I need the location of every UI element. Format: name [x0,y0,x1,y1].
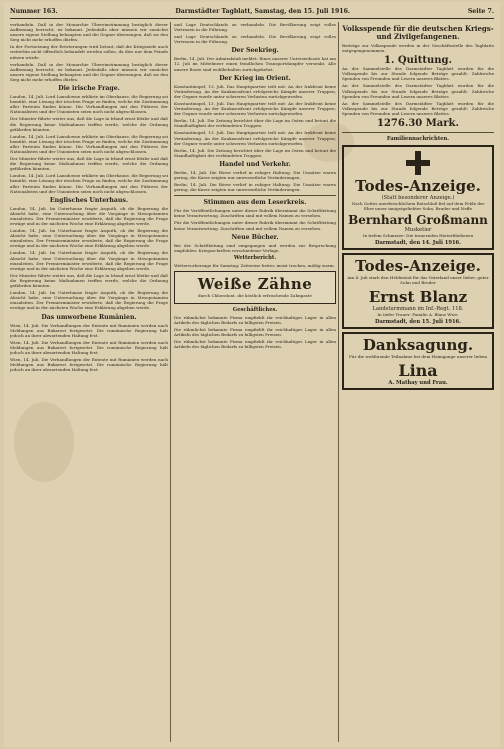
article-text: Beiträge zur Volksspende werden in der Geschäftsstelle des Tagblatts entgegengenommen. [342,43,494,54]
headline-receipt: 1. Quittung. [384,55,452,67]
article-text: London, 14. Juli. Lord Lansdowne erklärte im Oberhause, die Regierung sei bemüht, eine Lösung der irischen Frage zu finden, welche die Zustimmung aller Parteien finden könne. Die Verhandlungen mit den Führern der Nationalisten und der Unionisten seien noch nicht abgeschlossen. [10,94,168,115]
article-text: Für die Veröffentlichungen unter dieser Rubrik übernimmt die Schriftleitung keine Verantwortung. Zuschriften sind mit vollem Namen zu versehen. [174,208,336,219]
notice-text: In tiefer Trauer: Familie A. Blanz Wwe. [377,311,459,317]
page-header [10,4,494,19]
column-divider [338,22,339,742]
notice-title: Danksagung. [362,335,474,354]
article-text: Wien, 14. Juli. Die Verhandlungen der Entente mit Rumänien werden nach Meldungen aus Bukarest fortgesetzt. Die rumänische Regierung hält jedoch an ihrer abwartenden Haltung fest. [10,322,168,338]
deceased-rank: Musketier [404,227,432,234]
headline-irish-question: Die irische Frage. [58,85,120,93]
article-text: verhandeln. Daß in der Monarchie Übereinstimmung bezüglich dieser Auffassung herrscht, ist bekannt. Jedenfalls aber müssen wir zunächst unsere eigene Stellung behaupten und die Gegner überzeugen, daß sie den Sieg nicht mehr erhoffen dürfen. [10,22,168,43]
notice-signature: A. Mathay und Frau. [388,379,448,386]
notice-subtitle: (Statt besonderer Anzeige.) [381,195,455,202]
divider [174,195,336,196]
column-middle [174,22,336,744]
advertisement-white-teeth [174,271,336,304]
article-text: London, 14. Juli. Im Unterhause fragte Asquith, ob die Regierung die Absicht habe, eine Untersuchung über die Vorgänge in Mesopotamien einzuleiten. Der Premierminister erwiderte, daß die Regierung die Frage erwäge und in der nächsten Woche eine Erklärung abgeben werde. [10,228,168,249]
article-text: Konstantinopel, 13. Juli. Das Hauptquartier teilt mit: An der Irakfront keine Veränderung. An der Kaukasusfront erfolgreiche Kämpfe unserer Truppen; der Gegner wurde unter schweren Verlusten zurückgeworfen. [174,130,336,146]
notice-place-date: Darmstadt, den 15. Juli 1916. [375,318,461,325]
article-text: Wettervorhersage für Samstag: Zeitweise heiter, meist trocken, mäßig warm. [174,262,335,268]
headline-romania: Das umworbene Rumänien. [41,313,137,321]
deceased-name: Ernst Blanz [368,287,468,306]
article-text: Berlin, 14. Juli. Die Zeitung berichtet über die Lage im Osten und betont die Standhaftigkeit der verbündeten Truppen. [174,147,336,158]
article-text: An der Sammelstelle des Darmstädter Tagblatt wurden für die Volksspende bis zur Stunde folgende Beträge gezahlt: Zahlreiche Spenden von Freunden und Lesern unseres Blattes. [342,66,494,82]
headline-weather: Wetterbericht. [233,254,277,261]
article-text: An der Sammelstelle des Darmstädter Tagblatt wurden für die Volksspende bis zur Stunde folgende Beträge gezahlt: Zahlreiche Spenden von Freunden und Lesern unseres Blattes. [342,100,494,116]
headline-trade: Handel und Verkehr. [219,160,291,168]
article-text: Wien, 14. Juli. Die Verhandlungen der Entente mit Rumänien werden nach Meldungen aus Bukarest fortgesetzt. Die rumänische Regierung hält jedoch an ihrer abwartenden Haltung fest. [10,339,168,355]
headline-business: Geschäftliches. [232,307,278,313]
article-text: Der Minister führte weiter aus, daß die Lage in Irland ernst bleibe und daß die Regierung keine Maßnahmen treffen werde, welche die Ordnung gefährden könnten. [10,116,168,132]
article-text: Berlin, 14. Juli. Die Börse verlief in ruhiger Haltung. Die Umsätze waren gering, die Kurse zeigten nur unwesentliche Veränderungen. [174,169,336,180]
article-text: und Lage Deutschlands zu verhandeln. Die Bevölkerung zeigt volles Vertrauen in die Führung. [174,34,336,45]
death-notice-blanz [342,253,494,328]
ad-subtext: durch Chlorodont, die köstlich erfrischende Zahnpaste [198,292,312,298]
article-text: An der Sammelstelle des Darmstädter Tagblatt wurden für die Volksspende bis zur Stunde folgende Beträge gezahlt: Zahlreiche Spenden von Freunden und Lesern unseres Blattes. [342,83,494,99]
article-text: In der Fortsetzung der Erörterungen wird betont, daß die Kriegsziele auch weiterhin nicht öffentlich behandelt werden sollen, da dies nur dem Feinde nützen würde. [10,44,168,60]
article-text: London, 14. Juli. Im Unterhause fragte Asquith, ob die Regierung die Absicht habe, eine Untersuchung über die Vorgänge in Mesopotamien einzuleiten. Der Premierminister erwiderte, daß die Regierung die Frage erwäge und in der nächsten Woche eine Erklärung abgeben werde. [10,205,168,226]
headline-readers-voices: Stimmen aus dem Leserkreis. [203,199,307,207]
column-right [342,22,494,744]
article-text: Bei der Schriftleitung sind eingegangen und werden zur Besprechung empfohlen: Kriegsschriften verschiedener Verlage. [174,242,336,253]
ad-headline: Weiße Zähne [197,274,313,293]
headline-new-books: Neue Bücher. [231,233,279,241]
article-text: Konstantinopel, 13. Juli. Das Hauptquartier teilt mit: An der Irakfront keine Veränderung. An der Kaukasusfront erfolgreiche Kämpfe unserer Truppen; der Gegner wurde unter schweren Verlusten zurückgeworfen. [174,100,336,117]
headline-naval-war: Der Seekrieg. [231,47,279,55]
article-text: London, 14. Juli. Lord Lansdowne erklärte im Oberhause, die Regierung sei bemüht, eine Lösung der irischen Frage zu finden, welche die Zustimmung aller Parteien finden könne. Die Verhandlungen mit den Führern der Nationalisten und der Unionisten seien noch nicht abgeschlossen. [10,173,168,194]
article-text: Berlin, 14. Juli. Die Börse verlief in ruhiger Haltung. Die Umsätze waren gering, die Kurse zeigten nur unwesentliche Veränderungen. [174,182,336,193]
article-text: verhandeln. Daß in der Monarchie Übereinstimmung bezüglich dieser Auffassung herrscht, ist bekannt. Jedenfalls aber müssen wir zunächst unsere eigene Stellung behaupten und die Gegner überzeugen, daß sie den Sieg nicht mehr erhoffen dürfen. [10,61,168,82]
article-text: Die rühmlichst bekannte Firma empfiehlt ihr reichhaltiges Lager in allen Artikeln des täglichen Bedarfs zu billigsten Preisen. [174,339,336,350]
article-text: Der Minister führte weiter aus, daß die Lage in Irland ernst bleibe und daß die Regierung keine Maßnahmen treffen werde, welche die Ordnung gefährden könnten. [10,156,168,172]
iron-cross-icon [406,151,430,175]
donation-total: 1276.30 Mark. [377,118,459,130]
divider [342,132,494,133]
column-left [10,22,168,744]
column-divider [170,22,171,742]
notice-title: Todes-Anzeige. [355,257,481,276]
article-text: Berlin, 14. Juli. Die Zeitung berichtet über die Lage im Osten und betont die Standhaftigkeit der verbündeten Truppen. [174,118,336,129]
newspaper-title: Darmstädter Tagblatt, Samstag, den 15. Juli 1916. [175,7,351,15]
notice-text: Für die wohltuende Teilnahme bei dem Heimgange unserer lieben [348,353,488,359]
notice-text: In tiefem Schmerze: Die trauernden Hinterbliebenen [362,233,474,239]
headline-family-news: Familiennachrichten. [386,136,450,143]
notice-place-date: Darmstadt, den 14. Juli 1916. [375,240,461,247]
article-text: Für die Veröffentlichungen unter dieser Rubrik übernimmt die Schriftleitung keine Verantwortung. Zuschriften sind mit vollem Namen zu versehen. [174,220,336,231]
article-text: London, 14. Juli. Im Unterhause fragte Asquith, ob die Regierung die Absicht habe, eine Untersuchung über die Vorgänge in Mesopotamien einzuleiten. Der Premierminister erwiderte, daß die Regierung die Frage erwäge und in der nächsten Woche eine Erklärung abgeben werde. [10,290,168,311]
notice-text: Am 4. Juli starb den Heldentod für das Vaterland unser lieber, guter Sohn und Bruder [347,275,489,286]
article-text: London, 14. Juli. Lord Lansdowne erklärte im Oberhause, die Regierung sei bemüht, eine Lösung der irischen Frage zu finden, welche die Zustimmung aller Parteien finden könne. Die Verhandlungen mit den Führern der Nationalisten und der Unionisten seien noch nicht abgeschlossen. [10,133,168,154]
article-text: Der Minister führte weiter aus, daß die Lage in Irland ernst bleibe und daß die Regierung keine Maßnahmen treffen werde, welche die Ordnung gefährden könnten. [10,272,168,289]
deceased-name: Lina [398,360,438,380]
article-text: London, 14. Juli. Im Unterhause fragte Asquith, ob die Regierung die Absicht habe, eine Untersuchung über die Vorgänge in Mesopotamien einzuleiten. Der Premierminister erwiderte, daß die Regierung die Frage erwäge und in der nächsten Woche eine Erklärung abgeben werde. [10,250,168,271]
deceased-rank: Landsturmmann im Inf.-Regt. 118. [372,305,464,312]
article-text: Die rühmlichst bekannte Firma empfiehlt ihr reichhaltiges Lager in allen Artikeln des täglichen Bedarfs zu billigsten Preisen. [174,327,336,338]
headline-english-commons: Englisches Unterhaus. [49,196,129,204]
newspaper-page [4,2,500,747]
article-text: Wien, 14. Juli. Die Verhandlungen der Entente mit Rumänien werden nach Meldungen aus Bukarest fortgesetzt. Die rumänische Regierung hält jedoch an ihrer abwartenden Haltung fest. [10,357,168,373]
article-text: und Lage Deutschlands zu verhandeln. Die Bevölkerung zeigt volles Vertrauen in die Führung. [174,22,336,33]
death-notice-grossmann [342,145,494,250]
thank-you-notice [342,332,494,390]
deceased-name: Bernhard Großmann [348,213,488,228]
headline-volksspende: Volksspende für die deutschen Kriegs- und Zivilgefangenen. [342,24,494,41]
notice-title: Todes-Anzeige. [355,177,481,196]
article-text: Berlin, 14. Juli. Der Admiralstab meldet: Eines unserer Unterseeboote hat am 12. Juli im Mittelmeer einen feindlichen Transportdampfer versenkt. Alle unsere Boote sind wohlbehalten zurückgekehrt. [174,56,336,72]
article-text: Konstantinopel, 13. Juli. Das Hauptquartier teilt mit: An der Irakfront keine Veränderung. An der Kaukasusfront erfolgreiche Kämpfe unserer Truppen; der Gegner wurde unter schweren Verlusten zurückgeworfen. [174,83,336,99]
issue-number: Nummer 163. [10,7,58,15]
notice-text: Nach Gottes unerforschlichem Ratschluß fiel auf dem Felde der Ehre unser innigstgeliebter Sohn, Bruder und Neffe [351,201,485,212]
page-number: Seite 7. [467,7,494,15]
article-text: Die rühmlichst bekannte Firma empfiehlt ihr reichhaltiges Lager in allen Artikeln des täglichen Bedarfs zu billigsten Preisen. [174,315,336,326]
headline-orient-war: Der Krieg im Orient. [219,74,291,82]
